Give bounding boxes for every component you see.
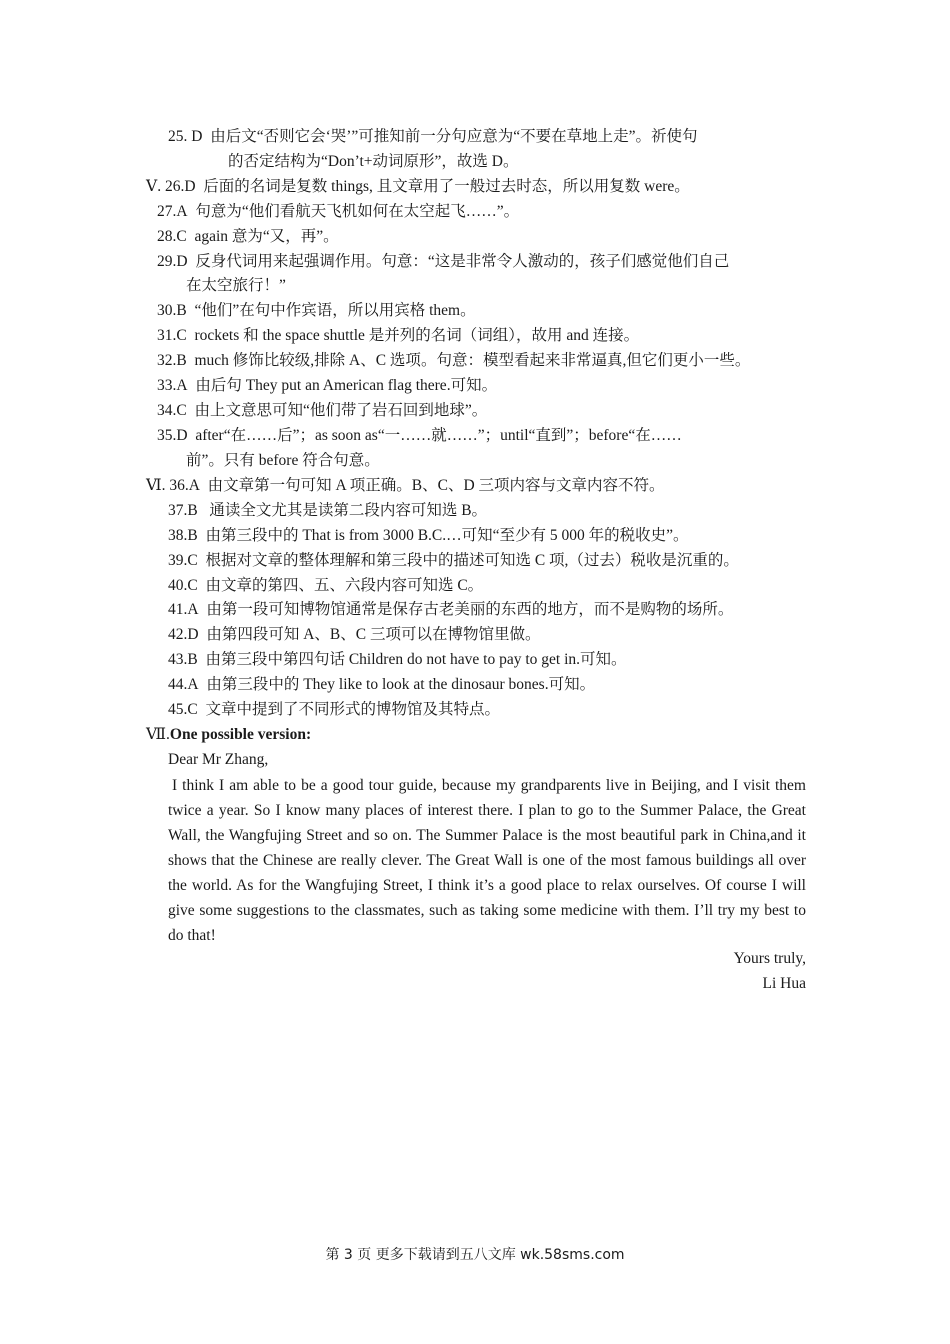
answer-31: 31.C rockets 和 the space shuttle 是并列的名词（词组），故用 and 连接。 [157,327,640,344]
section-number: Ⅶ. [146,726,170,743]
answer-27: 27.A 句意为“他们看航天飞机如何在太空起飞……”。 [157,203,520,220]
answer-39: 39.C 根据对文章的整体理解和第三段中的描述可知选 C 项,（过去）税收是沉重的。 [168,552,739,569]
answer-32: 32.B much 修饰比较级,排除 A、C 选项。句意：模型看起来非常逼真,但它们更小一些。 [157,352,751,369]
answer-42: 42.D 由第四段可知 A、B、C 三项可以在博物馆里做。 [168,626,541,643]
answer-37: 37.B 通读全文尤其是读第二段内容可知选 B。 [168,502,488,519]
letter-body: I think I am able to be a good tour guide, because my grandparents live in Beijing, and I visit them twice a year. So I know many places of interest there. I plan to go to the Summer Palace, the Great Wall, the Wangfujing Street and so on. The Summer Palace is the most beautiful park in China,and it shows that the Chinese are really clever. The Great Wall is one of the most famous buildings all over the world. As for the Wangfujing Street, I think it’s a good place to relax ourselves. Of course I will give some suggestions to the classmates, such as taking some medicine with them. I’ll try my best to do that! [168,777,806,944]
heading-text: One possible version: [169,726,312,743]
answer-38: 38.B 由第三段中的 That is from 3000 B.C.…可知“至少有 5 000 年的税收史”。 [168,527,689,544]
answer-33: 33.A 由后句 They put an American flag there.可知。 [157,377,498,394]
answer-45: 45.C 文章中提到了不同形式的博物馆及其特点。 [168,701,500,718]
letter-signature: Li Hua [762,975,806,992]
answer-28: 28.C again 意为“又，再”。 [157,228,339,245]
answer-35-cont: 前”。只有 before 符合句意。 [186,452,380,469]
answer-25: 25. D 由后文“否则它会‘哭’”可推知前一分句应意为“不要在草地上走”。祈使句 [168,128,698,145]
answer-36: Ⅵ. 36.A 由文章第一句可知 A 项正确。B、C、D 三项内容与文章内容不符。 [146,477,665,494]
answer-40: 40.C 由文章的第四、五、六段内容可知选 C。 [168,577,484,594]
writing-heading [146,725,311,745]
answer-30: 30.B “他们”在句中作宾语，所以用宾格 them。 [157,302,476,319]
letter-salutation: Dear Mr Zhang, [168,751,269,768]
answer-29-cont: 在太空旅行！” [186,277,286,294]
answer-44: 44.A 由第三段中的 They like to look at the dinosaur bones.可知。 [168,676,596,693]
letter-closing: Yours truly, [733,950,806,967]
answer-35: 35.D after“在……后”；as soon as“一……就……”；until“直到”；before“在…… [157,427,682,444]
page-footer: 第 3 页 更多下载请到五八文库 wk.58sms.com [325,1247,625,1263]
answer-34: 34.C 由上文意思可知“他们带了岩石回到地球”。 [157,402,488,419]
answer-43: 43.B 由第三段中第四句话 Children do not have to pay to get in.可知。 [168,651,627,668]
answer-26: Ⅴ. 26.D 后面的名词是复数 things, 且文章用了一般过去时态，所以用复数 were。 [146,178,690,195]
answer-29: 29.D 反身代词用来起强调作用。句意：“这是非常令人激动的，孩子们感觉他们自己 [157,253,730,270]
answer-25-cont: 的否定结构为“Don’t+动词原形”，故选 D。 [228,153,519,170]
answer-41: 41.A 由第一段可知博物馆通常是保存古老美丽的东西的地方，而不是购物的场所。 [168,601,734,618]
